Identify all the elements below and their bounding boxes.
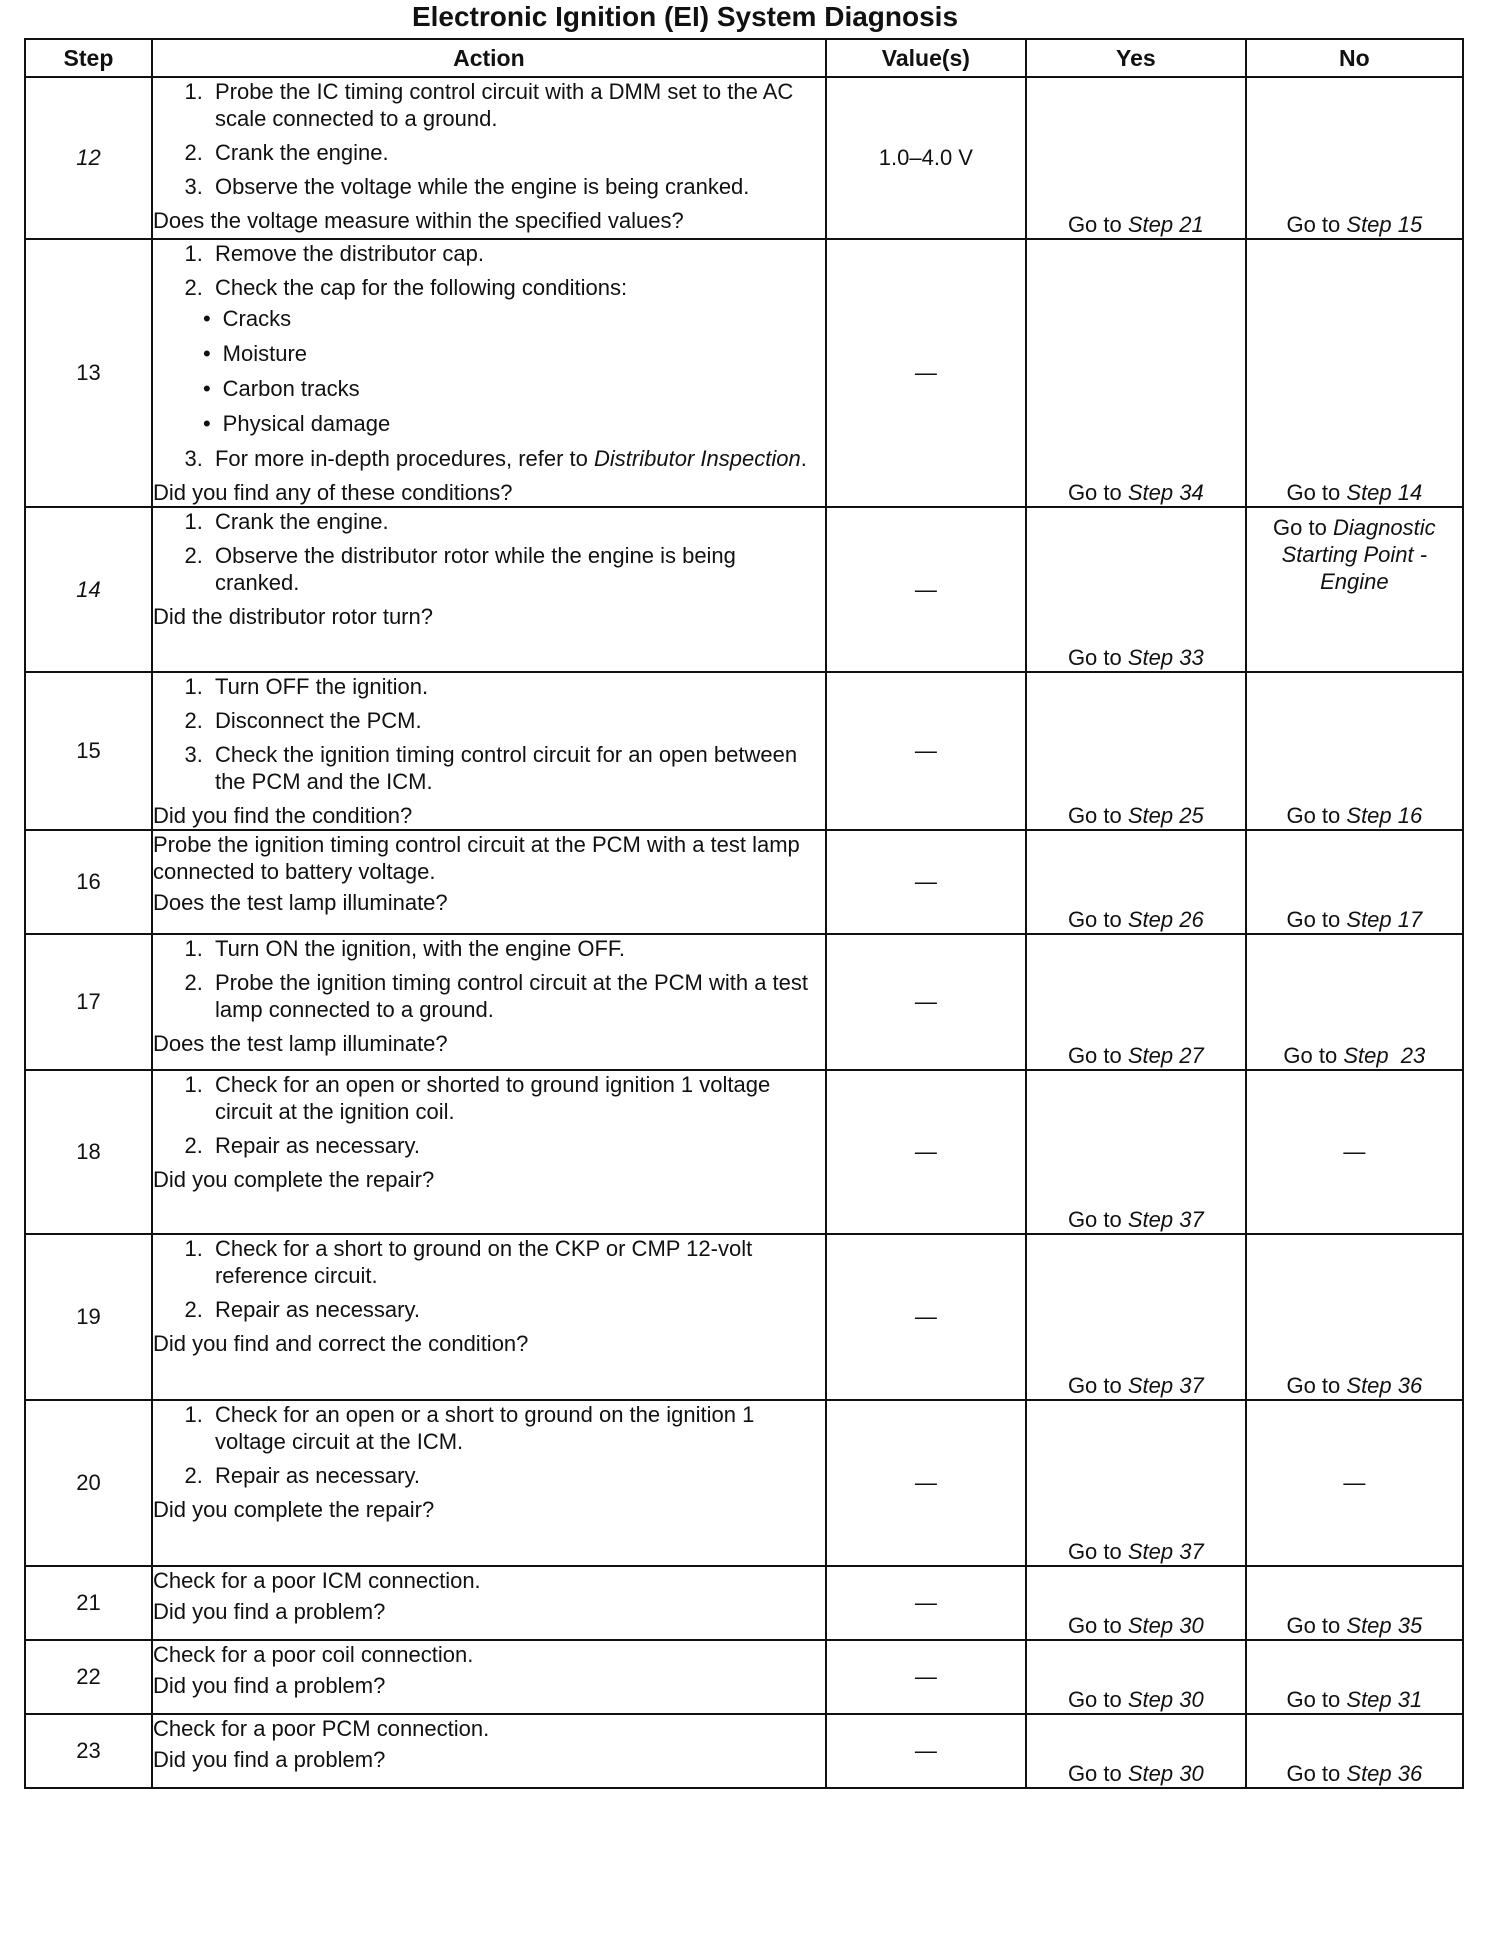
action-question: Did you find a problem? <box>152 1747 386 1772</box>
action-cell <box>152 1070 826 1234</box>
action-list <box>153 1401 825 1496</box>
value-cell: — <box>826 1070 1026 1234</box>
table-row <box>25 1400 1463 1566</box>
action-item: 1. Turn OFF the ignition. <box>209 673 825 700</box>
go-to-label: Go to <box>1067 1613 1122 1638</box>
yes-step-link[interactable]: Step 25 <box>1127 803 1204 828</box>
no-cell <box>1246 1400 1463 1566</box>
action-list <box>153 240 825 479</box>
yes-step-link[interactable]: Step 37 <box>1127 1207 1204 1232</box>
action-question: Did you find the condition? <box>152 803 413 828</box>
step-number: 19 <box>25 1234 152 1400</box>
step-number: 15 <box>25 672 152 830</box>
yes-step-link[interactable]: Step 34 <box>1127 480 1204 505</box>
action-text: Check for a poor PCM connection. <box>152 1716 490 1741</box>
no-cell <box>1246 77 1463 239</box>
action-item: 2. Probe the ignition timing control circuit at the PCM with a test lamp connected to a ground. <box>209 969 825 1023</box>
value-cell: — <box>826 239 1026 507</box>
no-cell <box>1246 1640 1463 1714</box>
step-number: 21 <box>25 1566 152 1640</box>
action-question: Did you find any of these conditions? <box>152 480 513 505</box>
header-action: Action <box>152 39 826 77</box>
yes-cell <box>1026 507 1246 672</box>
action-item: 2. Observe the distributor rotor while the engine is being cranked. <box>209 542 825 596</box>
header-values: Value(s) <box>826 39 1026 77</box>
value-cell: — <box>826 1714 1026 1788</box>
condition-item: • Physical damage <box>197 410 825 437</box>
go-to-label: Go to <box>1067 645 1122 670</box>
step-number: 14 <box>25 507 152 672</box>
value-cell: — <box>826 934 1026 1070</box>
yes-cell <box>1026 1070 1246 1234</box>
reference-link[interactable]: Distributor Inspection <box>594 446 801 471</box>
action-item: 1. Crank the engine. <box>209 508 825 535</box>
action-item: 1. Remove the distributor cap. <box>209 240 825 267</box>
action-item: 2. Disconnect the PCM. <box>209 707 825 734</box>
yes-cell <box>1026 77 1246 239</box>
go-to-label: Go to <box>1067 1043 1122 1068</box>
go-to-label: Go to <box>1286 1687 1341 1712</box>
no-step-link[interactable]: Diagnostic Starting Point - Engine <box>1281 515 1436 594</box>
go-to-label: Go to <box>1067 907 1122 932</box>
yes-step-link[interactable]: Step 37 <box>1127 1373 1204 1398</box>
step-number: 22 <box>25 1640 152 1714</box>
step-number: 20 <box>25 1400 152 1566</box>
go-to-label: Go to <box>1286 1373 1341 1398</box>
yes-step-link[interactable]: Step 21 <box>1127 212 1204 237</box>
step-number: 18 <box>25 1070 152 1234</box>
condition-list <box>197 305 825 437</box>
no-cell <box>1246 830 1463 934</box>
table-row <box>25 1714 1463 1788</box>
action-item: 3. Check the ignition timing control circuit for an open between the PCM and the ICM. <box>209 741 825 795</box>
step-number: 17 <box>25 934 152 1070</box>
condition-item: • Carbon tracks <box>197 375 825 402</box>
action-list <box>153 78 825 207</box>
step-number: 23 <box>25 1714 152 1788</box>
action-cell <box>152 1234 826 1400</box>
action-list <box>153 508 825 603</box>
no-cell <box>1246 1234 1463 1400</box>
action-question: Did you complete the repair? <box>152 1167 435 1192</box>
yes-cell <box>1026 1714 1246 1788</box>
go-to-label: Go to <box>1286 907 1341 932</box>
table-row <box>25 507 1463 672</box>
go-to-label: Go to <box>1067 212 1122 237</box>
value-cell: 1.0–4.0 V <box>826 77 1026 239</box>
action-question: Did you find and correct the condition? <box>152 1331 529 1356</box>
table-row <box>25 239 1463 507</box>
no-step-link[interactable]: Step 16 <box>1346 803 1423 828</box>
yes-cell <box>1026 1400 1246 1566</box>
action-item-text: For more in-depth procedures, refer to <box>214 446 588 471</box>
value-cell: — <box>826 1566 1026 1640</box>
action-item: 1. Check for a short to ground on the CKP or CMP 12-volt reference circuit. <box>209 1235 825 1289</box>
action-question: Did you complete the repair? <box>152 1497 435 1522</box>
yes-cell <box>1026 239 1246 507</box>
action-cell <box>152 672 826 830</box>
yes-cell <box>1026 1566 1246 1640</box>
action-cell <box>152 1566 826 1640</box>
action-cell <box>152 934 826 1070</box>
action-list <box>153 935 825 1030</box>
no-cell <box>1246 1566 1463 1640</box>
table-row <box>25 934 1463 1070</box>
action-list <box>153 1235 825 1330</box>
action-list <box>153 673 825 802</box>
go-to-label: Go to <box>1067 1207 1122 1232</box>
header-row <box>25 39 1463 77</box>
action-list <box>153 1071 825 1166</box>
yes-step-link[interactable]: Step 30 <box>1127 1687 1204 1712</box>
value-cell: — <box>826 1640 1026 1714</box>
header-no: No <box>1246 39 1463 77</box>
step-number: 13 <box>25 239 152 507</box>
go-to-label: Go to <box>1067 1539 1122 1564</box>
action-cell <box>152 77 826 239</box>
value-cell: — <box>826 672 1026 830</box>
no-step-link[interactable]: Step 15 <box>1346 212 1423 237</box>
table-row <box>25 1640 1463 1714</box>
table-row <box>25 77 1463 239</box>
no-step-link[interactable]: Step 36 <box>1346 1373 1423 1398</box>
go-to-label: Go to <box>1286 1613 1341 1638</box>
action-item: 1. Turn ON the ignition, with the engine OFF. <box>209 935 825 962</box>
action-cell <box>152 830 826 934</box>
action-item: 1. Probe the IC timing control circuit with a DMM set to the AC scale connected to a ground. <box>209 78 825 132</box>
action-item: 1. Check for an open or shorted to ground ignition 1 voltage circuit at the ignition coil. <box>209 1071 825 1125</box>
yes-cell <box>1026 934 1246 1070</box>
condition-item: • Moisture <box>197 340 825 367</box>
action-item: 1. Check for an open or a short to ground on the ignition 1 voltage circuit at the ICM. <box>209 1401 825 1455</box>
action-text: Check for a poor coil connection. <box>152 1642 474 1667</box>
go-to-label: Go to <box>1283 1043 1338 1068</box>
yes-cell <box>1026 672 1246 830</box>
go-to-label: Go to <box>1273 515 1327 540</box>
yes-cell <box>1026 830 1246 934</box>
action-item: 2. Crank the engine. <box>209 139 825 166</box>
no-step-link[interactable]: Step 14 <box>1346 480 1423 505</box>
no-step-link[interactable]: Step 35 <box>1346 1613 1423 1638</box>
go-to-label: Go to <box>1286 212 1341 237</box>
diagnosis-table <box>24 38 1464 1789</box>
yes-step-link[interactable]: Step 30 <box>1127 1761 1204 1786</box>
yes-step-link[interactable]: Step 33 <box>1127 645 1204 670</box>
value-cell: — <box>826 1400 1026 1566</box>
page-title: Electronic Ignition (EI) System Diagnosis <box>411 1 959 32</box>
action-question: Did you find a problem? <box>152 1673 386 1698</box>
value-cell: — <box>826 507 1026 672</box>
action-question: Does the test lamp illuminate? <box>152 1031 448 1056</box>
yes-step-link[interactable]: Step 37 <box>1127 1539 1204 1564</box>
no-step-link[interactable]: Step 17 <box>1346 907 1423 932</box>
step-number: 12 <box>25 77 152 239</box>
no-value: — <box>1343 1470 1366 1495</box>
action-question: Did you find a problem? <box>152 1599 386 1624</box>
no-cell <box>1246 239 1463 507</box>
yes-cell <box>1026 1234 1246 1400</box>
action-cell <box>152 1640 826 1714</box>
table-row <box>25 672 1463 830</box>
yes-step-link[interactable]: Step 27 <box>1127 1043 1204 1068</box>
no-cell <box>1246 672 1463 830</box>
action-question: Does the voltage measure within the specified values? <box>152 208 684 233</box>
table-row <box>25 1234 1463 1400</box>
action-item: 2. Repair as necessary. <box>209 1296 825 1323</box>
go-to-label: Go to <box>1067 1761 1122 1786</box>
no-step-link[interactable]: Step 31 <box>1346 1687 1423 1712</box>
action-item-text: Check the cap for the following conditions: <box>214 275 628 300</box>
go-to-label: Go to <box>1067 1373 1122 1398</box>
action-item: 3. For more in-depth procedures, refer to Distributor Inspection. <box>209 445 825 472</box>
action-cell <box>152 239 826 507</box>
table-row <box>25 1566 1463 1640</box>
action-question: Does the test lamp illuminate? <box>152 890 448 915</box>
condition-item: • Cracks <box>197 305 825 332</box>
go-to-label: Go to <box>1286 1761 1341 1786</box>
table-row <box>25 1070 1463 1234</box>
yes-step-link[interactable]: Step 30 <box>1127 1613 1204 1638</box>
go-to-label: Go to <box>1067 480 1122 505</box>
action-cell <box>152 1714 826 1788</box>
yes-cell <box>1026 1640 1246 1714</box>
go-to-label: Go to <box>1067 1687 1122 1712</box>
no-cell <box>1246 934 1463 1070</box>
header-step: Step <box>25 39 152 77</box>
action-cell <box>152 1400 826 1566</box>
go-to-label: Go to <box>1286 480 1341 505</box>
action-cell <box>152 507 826 672</box>
action-item: 2. Repair as necessary. <box>209 1462 825 1489</box>
action-item <box>209 274 825 437</box>
action-item: 2. Repair as necessary. <box>209 1132 825 1159</box>
value-cell: — <box>826 1234 1026 1400</box>
step-number: 16 <box>25 830 152 934</box>
no-cell <box>1246 507 1463 672</box>
value-cell: — <box>826 830 1026 934</box>
go-to-label: Go to <box>1286 803 1341 828</box>
action-text: Check for a poor ICM connection. <box>152 1568 481 1593</box>
go-to-label: Go to <box>1067 803 1122 828</box>
action-item: 3. Observe the voltage while the engine is being cranked. <box>209 173 825 200</box>
header-yes: Yes <box>1026 39 1246 77</box>
action-text: Probe the ignition timing control circuit at the PCM with a test lamp connected to battery voltage. <box>152 832 800 884</box>
action-question: Did the distributor rotor turn? <box>152 604 433 629</box>
no-cell <box>1246 1714 1463 1788</box>
no-cell <box>1246 1070 1463 1234</box>
no-step-link[interactable]: Step 36 <box>1346 1761 1423 1786</box>
no-step-link[interactable]: Step 23 <box>1343 1043 1426 1068</box>
table-row <box>25 830 1463 934</box>
no-value: — <box>1343 1139 1366 1164</box>
yes-step-link[interactable]: Step 26 <box>1127 907 1204 932</box>
